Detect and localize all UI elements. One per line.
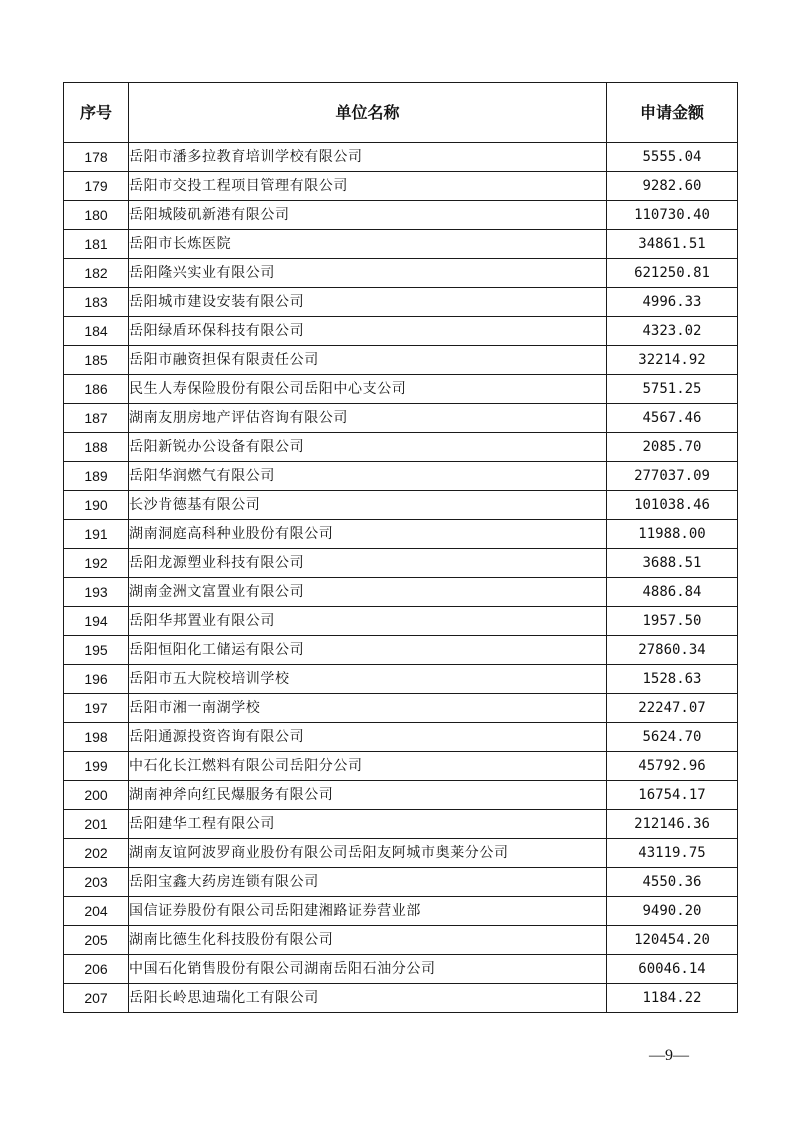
row-amount: 4567.46 [607,404,738,433]
row-amount: 9282.60 [607,172,738,201]
table-row [64,839,738,868]
row-unit-name: 中石化长江燃料有限公司岳阳分公司 [129,752,607,781]
row-amount: 1184.22 [607,984,738,1013]
row-index: 182 [64,259,129,288]
row-index: 207 [64,984,129,1013]
row-amount: 45792.96 [607,752,738,781]
row-index: 181 [64,230,129,259]
table-row [64,288,738,317]
page-number: —9— [649,1047,689,1064]
row-amount: 16754.17 [607,781,738,810]
row-unit-name: 岳阳华邦置业有限公司 [129,607,607,636]
table-row [64,752,738,781]
row-amount: 110730.40 [607,201,738,230]
row-amount: 11988.00 [607,520,738,549]
row-index: 194 [64,607,129,636]
row-amount: 60046.14 [607,955,738,984]
row-amount: 27860.34 [607,636,738,665]
table-row [64,143,738,172]
header-name: 单位名称 [129,83,607,143]
row-unit-name: 岳阳市交投工程项目管理有限公司 [129,172,607,201]
row-amount: 4323.02 [607,317,738,346]
row-unit-name: 民生人寿保险股份有限公司岳阳中心支公司 [129,375,607,404]
row-index: 178 [64,143,129,172]
table-row [64,433,738,462]
row-index: 179 [64,172,129,201]
row-unit-name: 长沙肯德基有限公司 [129,491,607,520]
row-unit-name: 岳阳城市建设安装有限公司 [129,288,607,317]
row-index: 190 [64,491,129,520]
row-index: 185 [64,346,129,375]
row-amount: 120454.20 [607,926,738,955]
row-unit-name: 湖南比德生化科技股份有限公司 [129,926,607,955]
row-amount: 5624.70 [607,723,738,752]
row-index: 198 [64,723,129,752]
table-row [64,955,738,984]
row-unit-name: 岳阳长岭思迪瑞化工有限公司 [129,984,607,1013]
row-unit-name: 岳阳隆兴实业有限公司 [129,259,607,288]
row-unit-name: 湖南洞庭高科种业股份有限公司 [129,520,607,549]
row-amount: 1528.63 [607,665,738,694]
row-unit-name: 岳阳市湘一南湖学校 [129,694,607,723]
row-amount: 4886.84 [607,578,738,607]
row-unit-name: 岳阳市五大院校培训学校 [129,665,607,694]
row-unit-name: 岳阳建华工程有限公司 [129,810,607,839]
row-amount: 212146.36 [607,810,738,839]
row-unit-name: 湖南金洲文富置业有限公司 [129,578,607,607]
row-unit-name: 岳阳恒阳化工储运有限公司 [129,636,607,665]
row-index: 184 [64,317,129,346]
row-index: 193 [64,578,129,607]
table-header-row [64,83,738,143]
table-body [64,143,738,1013]
row-unit-name: 国信证券股份有限公司岳阳建湘路证券营业部 [129,897,607,926]
row-unit-name: 岳阳龙源塑业科技有限公司 [129,549,607,578]
row-index: 199 [64,752,129,781]
table-row [64,230,738,259]
table-row [64,346,738,375]
row-index: 196 [64,665,129,694]
table-row [64,607,738,636]
table-row [64,810,738,839]
row-amount: 5751.25 [607,375,738,404]
row-index: 192 [64,549,129,578]
row-index: 206 [64,955,129,984]
row-unit-name: 湖南友谊阿波罗商业股份有限公司岳阳友阿城市奥莱分公司 [129,839,607,868]
row-unit-name: 岳阳城陵矶新港有限公司 [129,201,607,230]
row-amount: 9490.20 [607,897,738,926]
row-amount: 621250.81 [607,259,738,288]
row-amount: 22247.07 [607,694,738,723]
row-amount: 3688.51 [607,549,738,578]
row-unit-name: 岳阳绿盾环保科技有限公司 [129,317,607,346]
row-amount: 101038.46 [607,491,738,520]
table-row [64,549,738,578]
table-row [64,375,738,404]
row-amount: 43119.75 [607,839,738,868]
row-index: 183 [64,288,129,317]
row-amount: 277037.09 [607,462,738,491]
row-unit-name: 湖南友朋房地产评估咨询有限公司 [129,404,607,433]
row-index: 203 [64,868,129,897]
table-row [64,694,738,723]
table-row [64,926,738,955]
table-row [64,201,738,230]
row-amount: 32214.92 [607,346,738,375]
row-unit-name: 岳阳通源投资咨询有限公司 [129,723,607,752]
header-amount: 申请金额 [607,83,738,143]
row-index: 197 [64,694,129,723]
applicant-table [63,82,738,1013]
row-index: 187 [64,404,129,433]
row-index: 186 [64,375,129,404]
row-index: 191 [64,520,129,549]
table-row [64,404,738,433]
row-index: 202 [64,839,129,868]
row-index: 188 [64,433,129,462]
row-amount: 2085.70 [607,433,738,462]
table-row [64,462,738,491]
row-amount: 4550.36 [607,868,738,897]
table-row [64,984,738,1013]
row-index: 204 [64,897,129,926]
row-unit-name: 岳阳市长炼医院 [129,230,607,259]
row-unit-name: 岳阳新锐办公设备有限公司 [129,433,607,462]
table-row [64,665,738,694]
table-row [64,781,738,810]
row-index: 195 [64,636,129,665]
table-row [64,317,738,346]
table-row [64,897,738,926]
table-row [64,520,738,549]
row-amount: 1957.50 [607,607,738,636]
row-amount: 5555.04 [607,143,738,172]
row-index: 189 [64,462,129,491]
row-unit-name: 岳阳华润燃气有限公司 [129,462,607,491]
table-row [64,491,738,520]
row-index: 200 [64,781,129,810]
header-index: 序号 [64,83,129,143]
row-index: 201 [64,810,129,839]
table-row [64,868,738,897]
row-unit-name: 湖南神斧向红民爆服务有限公司 [129,781,607,810]
row-unit-name: 岳阳市潘多拉教育培训学校有限公司 [129,143,607,172]
row-unit-name: 中国石化销售股份有限公司湖南岳阳石油分公司 [129,955,607,984]
table-row [64,636,738,665]
table-row [64,172,738,201]
row-unit-name: 岳阳市融资担保有限责任公司 [129,346,607,375]
row-index: 205 [64,926,129,955]
table-row [64,578,738,607]
row-amount: 4996.33 [607,288,738,317]
row-index: 180 [64,201,129,230]
table-row [64,259,738,288]
row-unit-name: 岳阳宝鑫大药房连锁有限公司 [129,868,607,897]
row-amount: 34861.51 [607,230,738,259]
table-row [64,723,738,752]
